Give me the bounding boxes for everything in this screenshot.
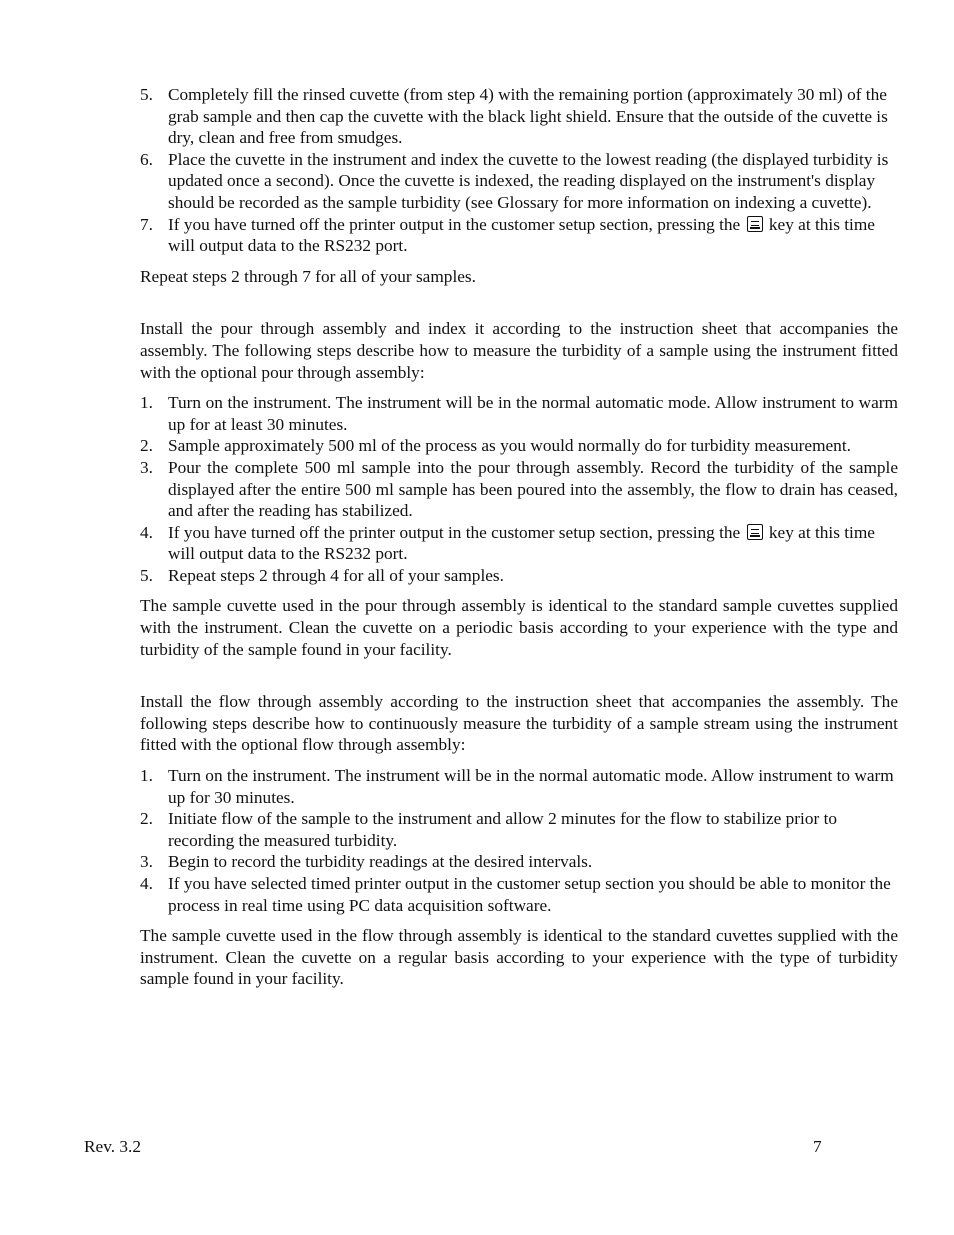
list-item [140,84,898,149]
paragraph: Install the pour through assembly and index it according to the instruction sheet that accompanies the assembly. The following steps describe how to measure the turbidity of a sample using the instrument fitted with the optional pour through assembly: [140,319,898,382]
list-item [140,435,898,457]
step-text: key at this time will output data to the RS232 port. [168,522,875,564]
enter-key-icon [747,216,763,232]
list-item [140,457,898,522]
list-item [140,808,898,851]
pour-through-steps [140,392,898,586]
step-text: If you have turned off the printer output in the customer setup section, pressing the [168,214,741,234]
step-number: 5. [140,85,153,104]
step-text: Begin to record the turbidity readings at the desired intervals. [168,852,593,872]
step-number: 4. [140,522,153,542]
step-text: key at this time will output data to the RS232 port. [168,214,875,256]
list-item [140,522,898,565]
step-text: Repeat steps 2 through 4 for all of your samples. [168,565,504,585]
step-text: Place the cuvette in the instrument and index the cuvette to the lowest reading (the displayed turbidity is updated once a second). Once the cuvette is indexed, the reading displayed on the instrument's display should be recorded as the sample turbidity (see Glossary for more information on indexing a cuvette). [168,149,889,212]
list-item [140,149,898,214]
revision-label: Rev. 3.2 [84,1137,141,1156]
step-text: Turn on the instrument. The instrument will be in the normal automatic mode. Allow instrument to warm up for 30 minutes. [168,766,894,807]
enter-key-icon [747,524,763,540]
paragraph: Install the flow through assembly according to the instruction sheet that accompanies the assembly. The following steps describe how to continuously measure the turbidity of a sample stream using the instrument fitted with the optional flow through assembly: [140,692,898,755]
step-number: 4. [140,874,153,893]
list-item [140,765,898,808]
list-item [140,565,898,587]
flow-through-steps [140,765,898,916]
step-number: 7. [140,214,153,234]
step-number: 6. [140,149,153,169]
step-text: Sample approximately 500 ml of the process as you would normally do for turbidity measurement. [168,436,851,456]
document-body [140,84,898,990]
step-text: Turn on the instrument. The instrument will be in the normal automatic mode. Allow instrument to warm up for at least 30 minutes. [168,393,898,434]
step-number: 2. [140,809,153,829]
step-number: 2. [140,436,153,456]
step-text: Initiate flow of the sample to the instrument and allow 2 minutes for the flow to stabilize prior to recording the measured turbidity. [168,809,838,850]
step-text: If you have turned off the printer output in the customer setup section, pressing the [168,522,741,542]
step-number: 5. [140,565,153,585]
paragraph: The sample cuvette used in the pour through assembly is identical to the standard sample cuvettes supplied with the instrument. Clean the cuvette on a periodic basis according to your experience with the type and turbidity of the sample found in your facility. [140,596,898,659]
grab-sample-steps [140,84,898,257]
list-item [140,214,898,257]
step-text: If you have selected timed printer output in the customer setup section you should be able to monitor the process in real time using PC data acquisition software. [168,874,891,915]
page-number: 7 [813,1137,822,1156]
paragraph: Repeat steps 2 through 7 for all of your samples. [140,266,476,286]
list-item [140,851,898,873]
step-number: 3. [140,457,153,477]
list-item [140,873,898,916]
list-item [140,392,898,435]
step-text: Pour the complete 500 ml sample into the pour through assembly. Record the turbidity of the sample displayed after the entire 500 ml sample has been poured into the assembly, the flow to drain has ceased, and after the reading has stabilized. [168,457,898,521]
step-number: 3. [140,852,153,872]
step-number: 1. [140,766,153,786]
step-number: 1. [140,393,153,413]
paragraph: The sample cuvette used in the flow through assembly is identical to the standard cuvettes supplied with the instrument. Clean the cuvette on a regular basis according to your experience with the type of turbidity sample found in your facility. [140,926,898,989]
step-text: Completely fill the rinsed cuvette (from step 4) with the remaining portion (approximately 30 ml) of the grab sample and then cap the cuvette with the black light shield. Ensure that the outside of the cuvette is dry, clean and free from smudges. [168,85,888,148]
